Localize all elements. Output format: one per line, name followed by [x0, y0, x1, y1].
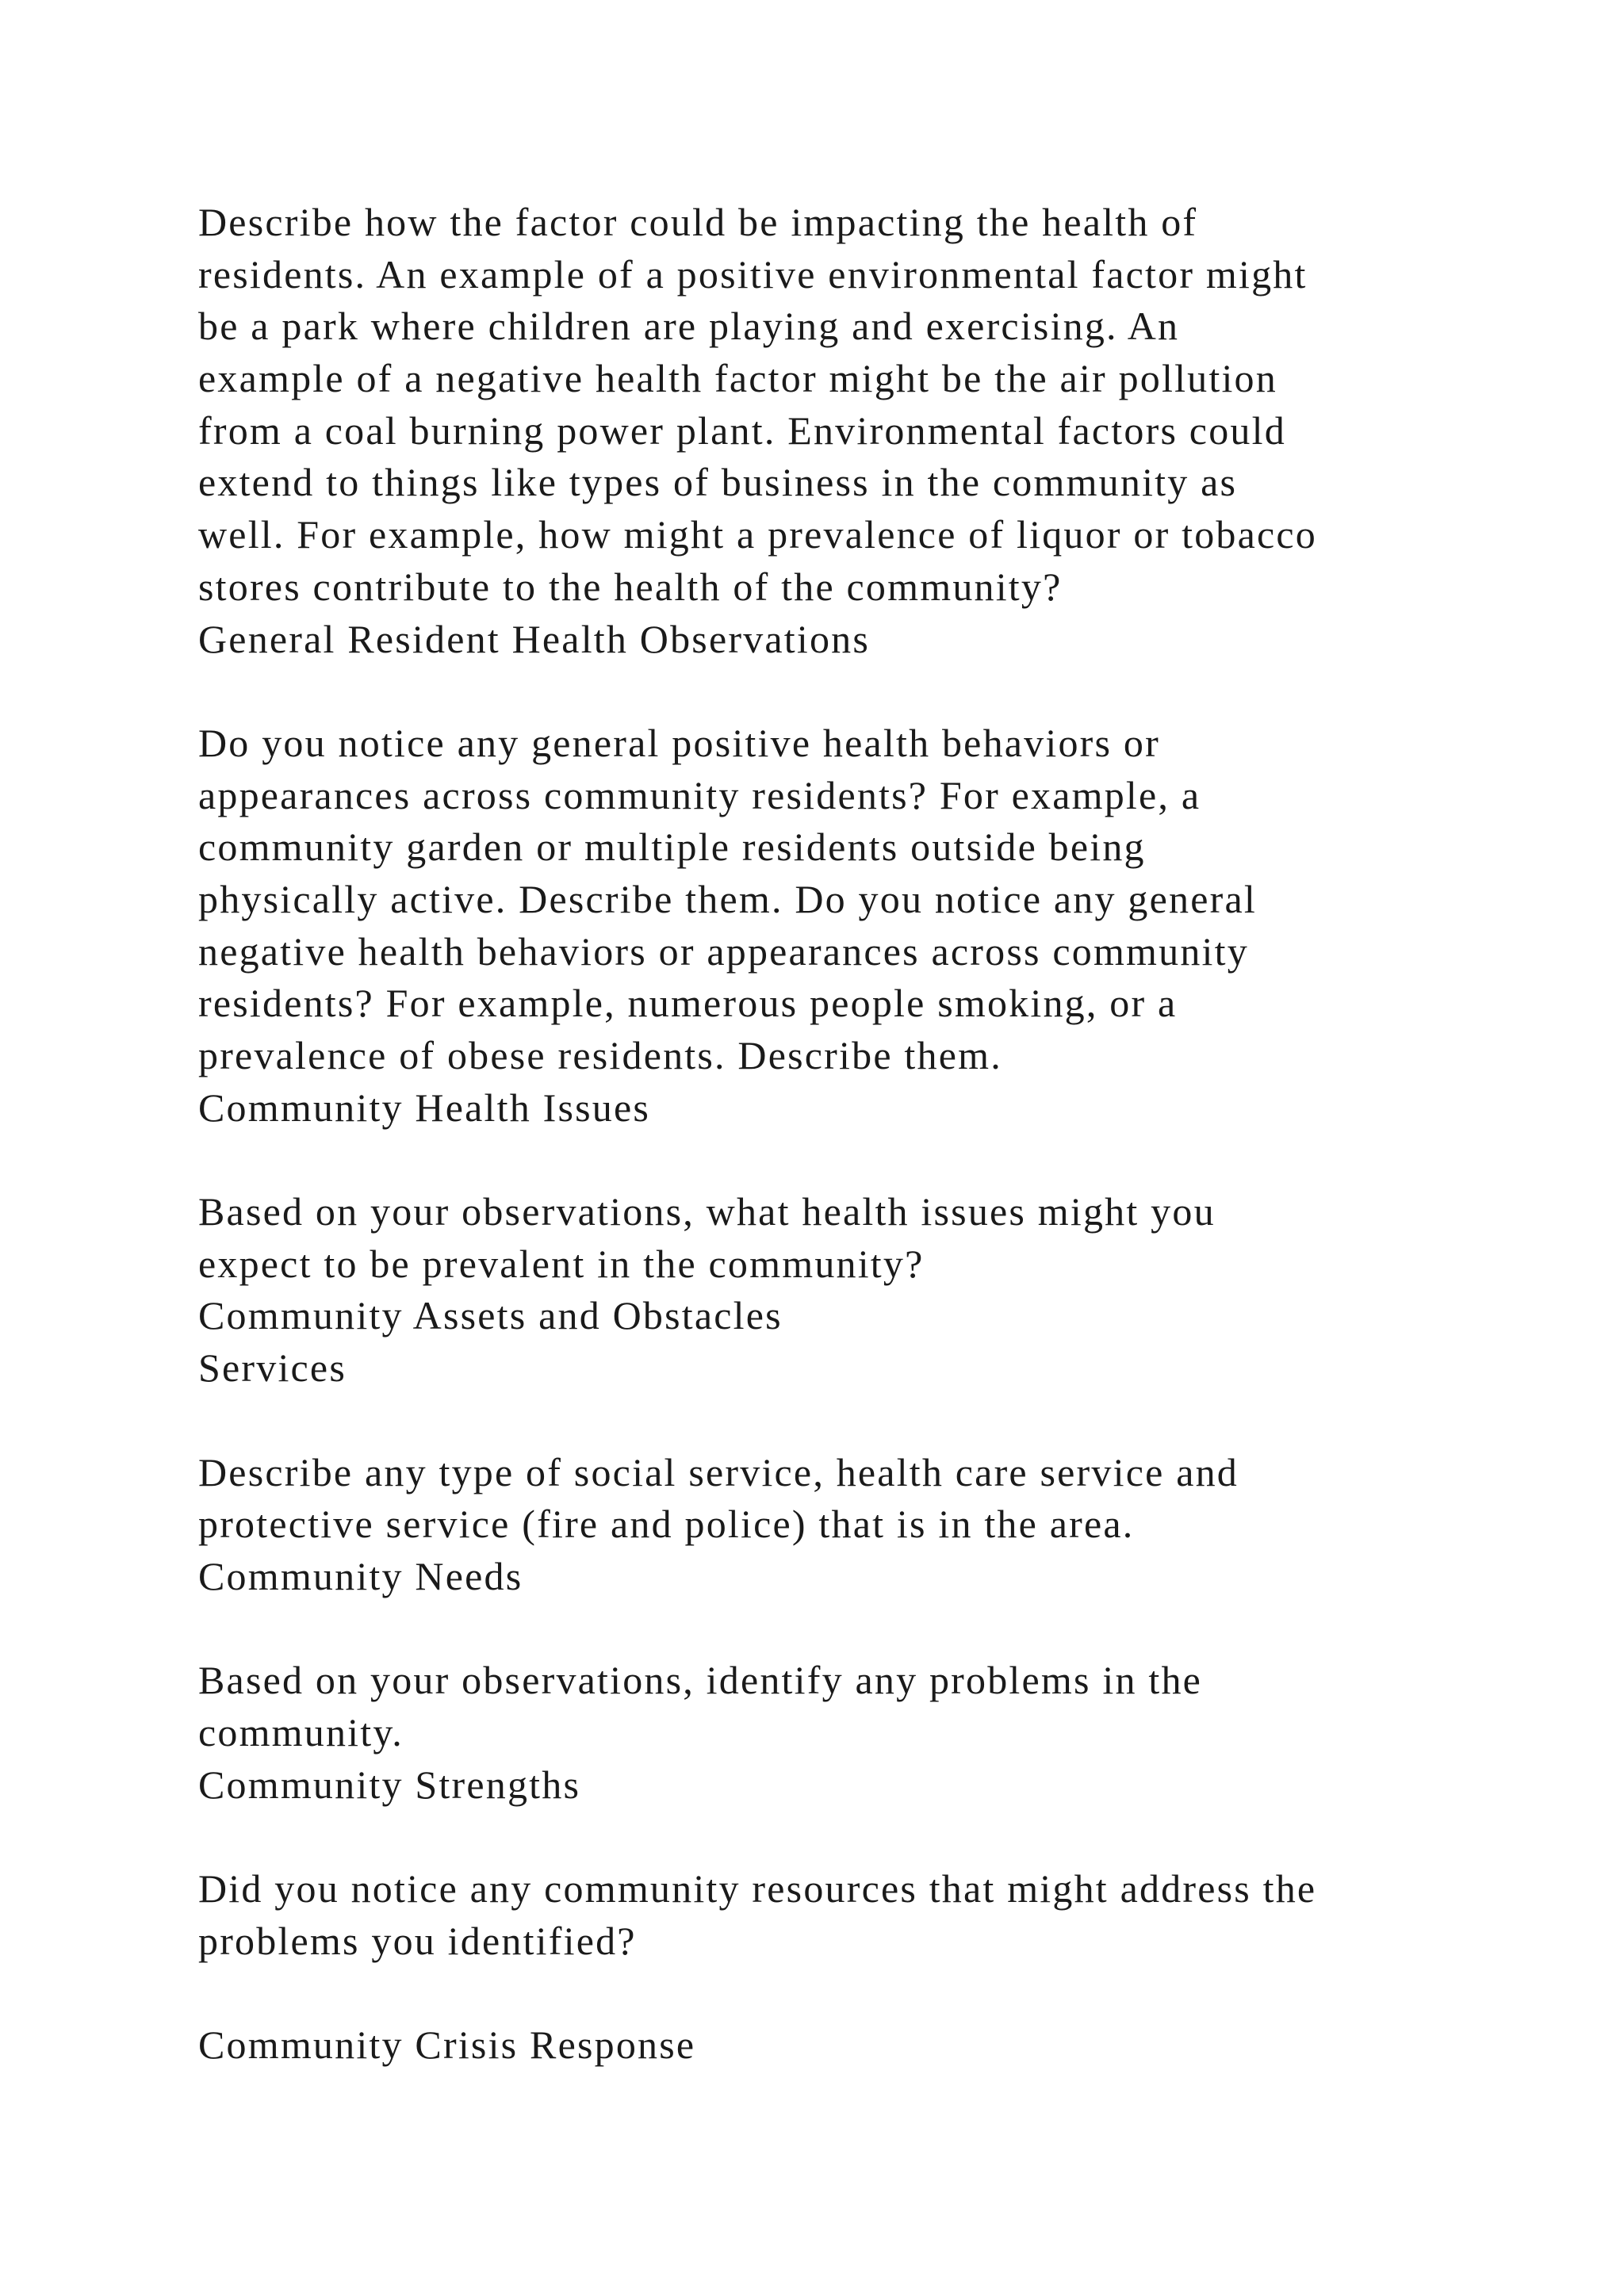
intro-line: be a park where children are playing and exercising. An	[198, 304, 1180, 349]
section-text-line: Do you notice any general positive health behaviors or	[198, 720, 1160, 765]
intro-line: example of a negative health factor might be the air pollution	[198, 356, 1277, 401]
section-text-line: Based on your observations, what health issues might you	[198, 1189, 1216, 1234]
blank-line	[198, 665, 1515, 718]
section-heading-community-health-issues: Community Health Issues	[198, 1085, 651, 1130]
section-text-line: expect to be prevalent in the community?	[198, 1241, 925, 1286]
section-heading-community-strengths: Community Strengths	[198, 1762, 581, 1807]
blank-line	[198, 1134, 1515, 1186]
intro-line: residents. An example of a positive environmental factor might	[198, 251, 1308, 297]
intro-line: stores contribute to the health of the community?	[198, 564, 1063, 609]
intro-line: extend to things like types of business in the community as	[198, 460, 1238, 505]
section-text-line: protective service (fire and police) that is in the area.	[198, 1502, 1135, 1547]
blank-line	[198, 1395, 1515, 1447]
section-text-line: community.	[198, 1709, 404, 1755]
section-text-line: Did you notice any community resources that might address the	[198, 1866, 1317, 1911]
document-body	[198, 197, 1515, 2072]
section-text-line: appearances across community residents? For example, a	[198, 772, 1201, 817]
section-text-line: physically active. Describe them. Do you notice any general	[198, 876, 1257, 921]
intro-line: Describe how the factor could be impacting the health of	[198, 200, 1198, 244]
section-text-line: Describe any type of social service, health care service and	[198, 1449, 1239, 1494]
section-text-line: residents? For example, numerous people smoking, or a	[198, 981, 1178, 1026]
section-text-line: problems you identified?	[198, 1918, 637, 1963]
intro-line: from a coal burning power plant. Environmental factors could	[198, 408, 1286, 453]
section-text-line: prevalence of obese residents. Describe them.	[198, 1033, 1002, 1077]
blank-line	[198, 1603, 1515, 1655]
blank-line	[198, 1967, 1515, 2019]
blank-line	[198, 1811, 1515, 1863]
intro-line: well. For example, how might a prevalence of liquor or tobacco	[198, 512, 1317, 557]
section-heading-community-crisis-response: Community Crisis Response	[198, 2022, 696, 2068]
section-text-line: Based on your observations, identify any problems in the	[198, 1658, 1203, 1703]
section-text-line: negative health behaviors or appearances across community	[198, 928, 1249, 974]
section-heading-general-resident-health-observations: General Resident Health Observations	[198, 616, 871, 661]
section-text-line: community garden or multiple residents outside being	[198, 825, 1146, 870]
section-heading-community-assets-and-obstacles: Community Assets and Obstacles	[198, 1293, 783, 1338]
section-subheading-services: Services	[198, 1345, 347, 1391]
section-heading-community-needs: Community Needs	[198, 1553, 523, 1598]
